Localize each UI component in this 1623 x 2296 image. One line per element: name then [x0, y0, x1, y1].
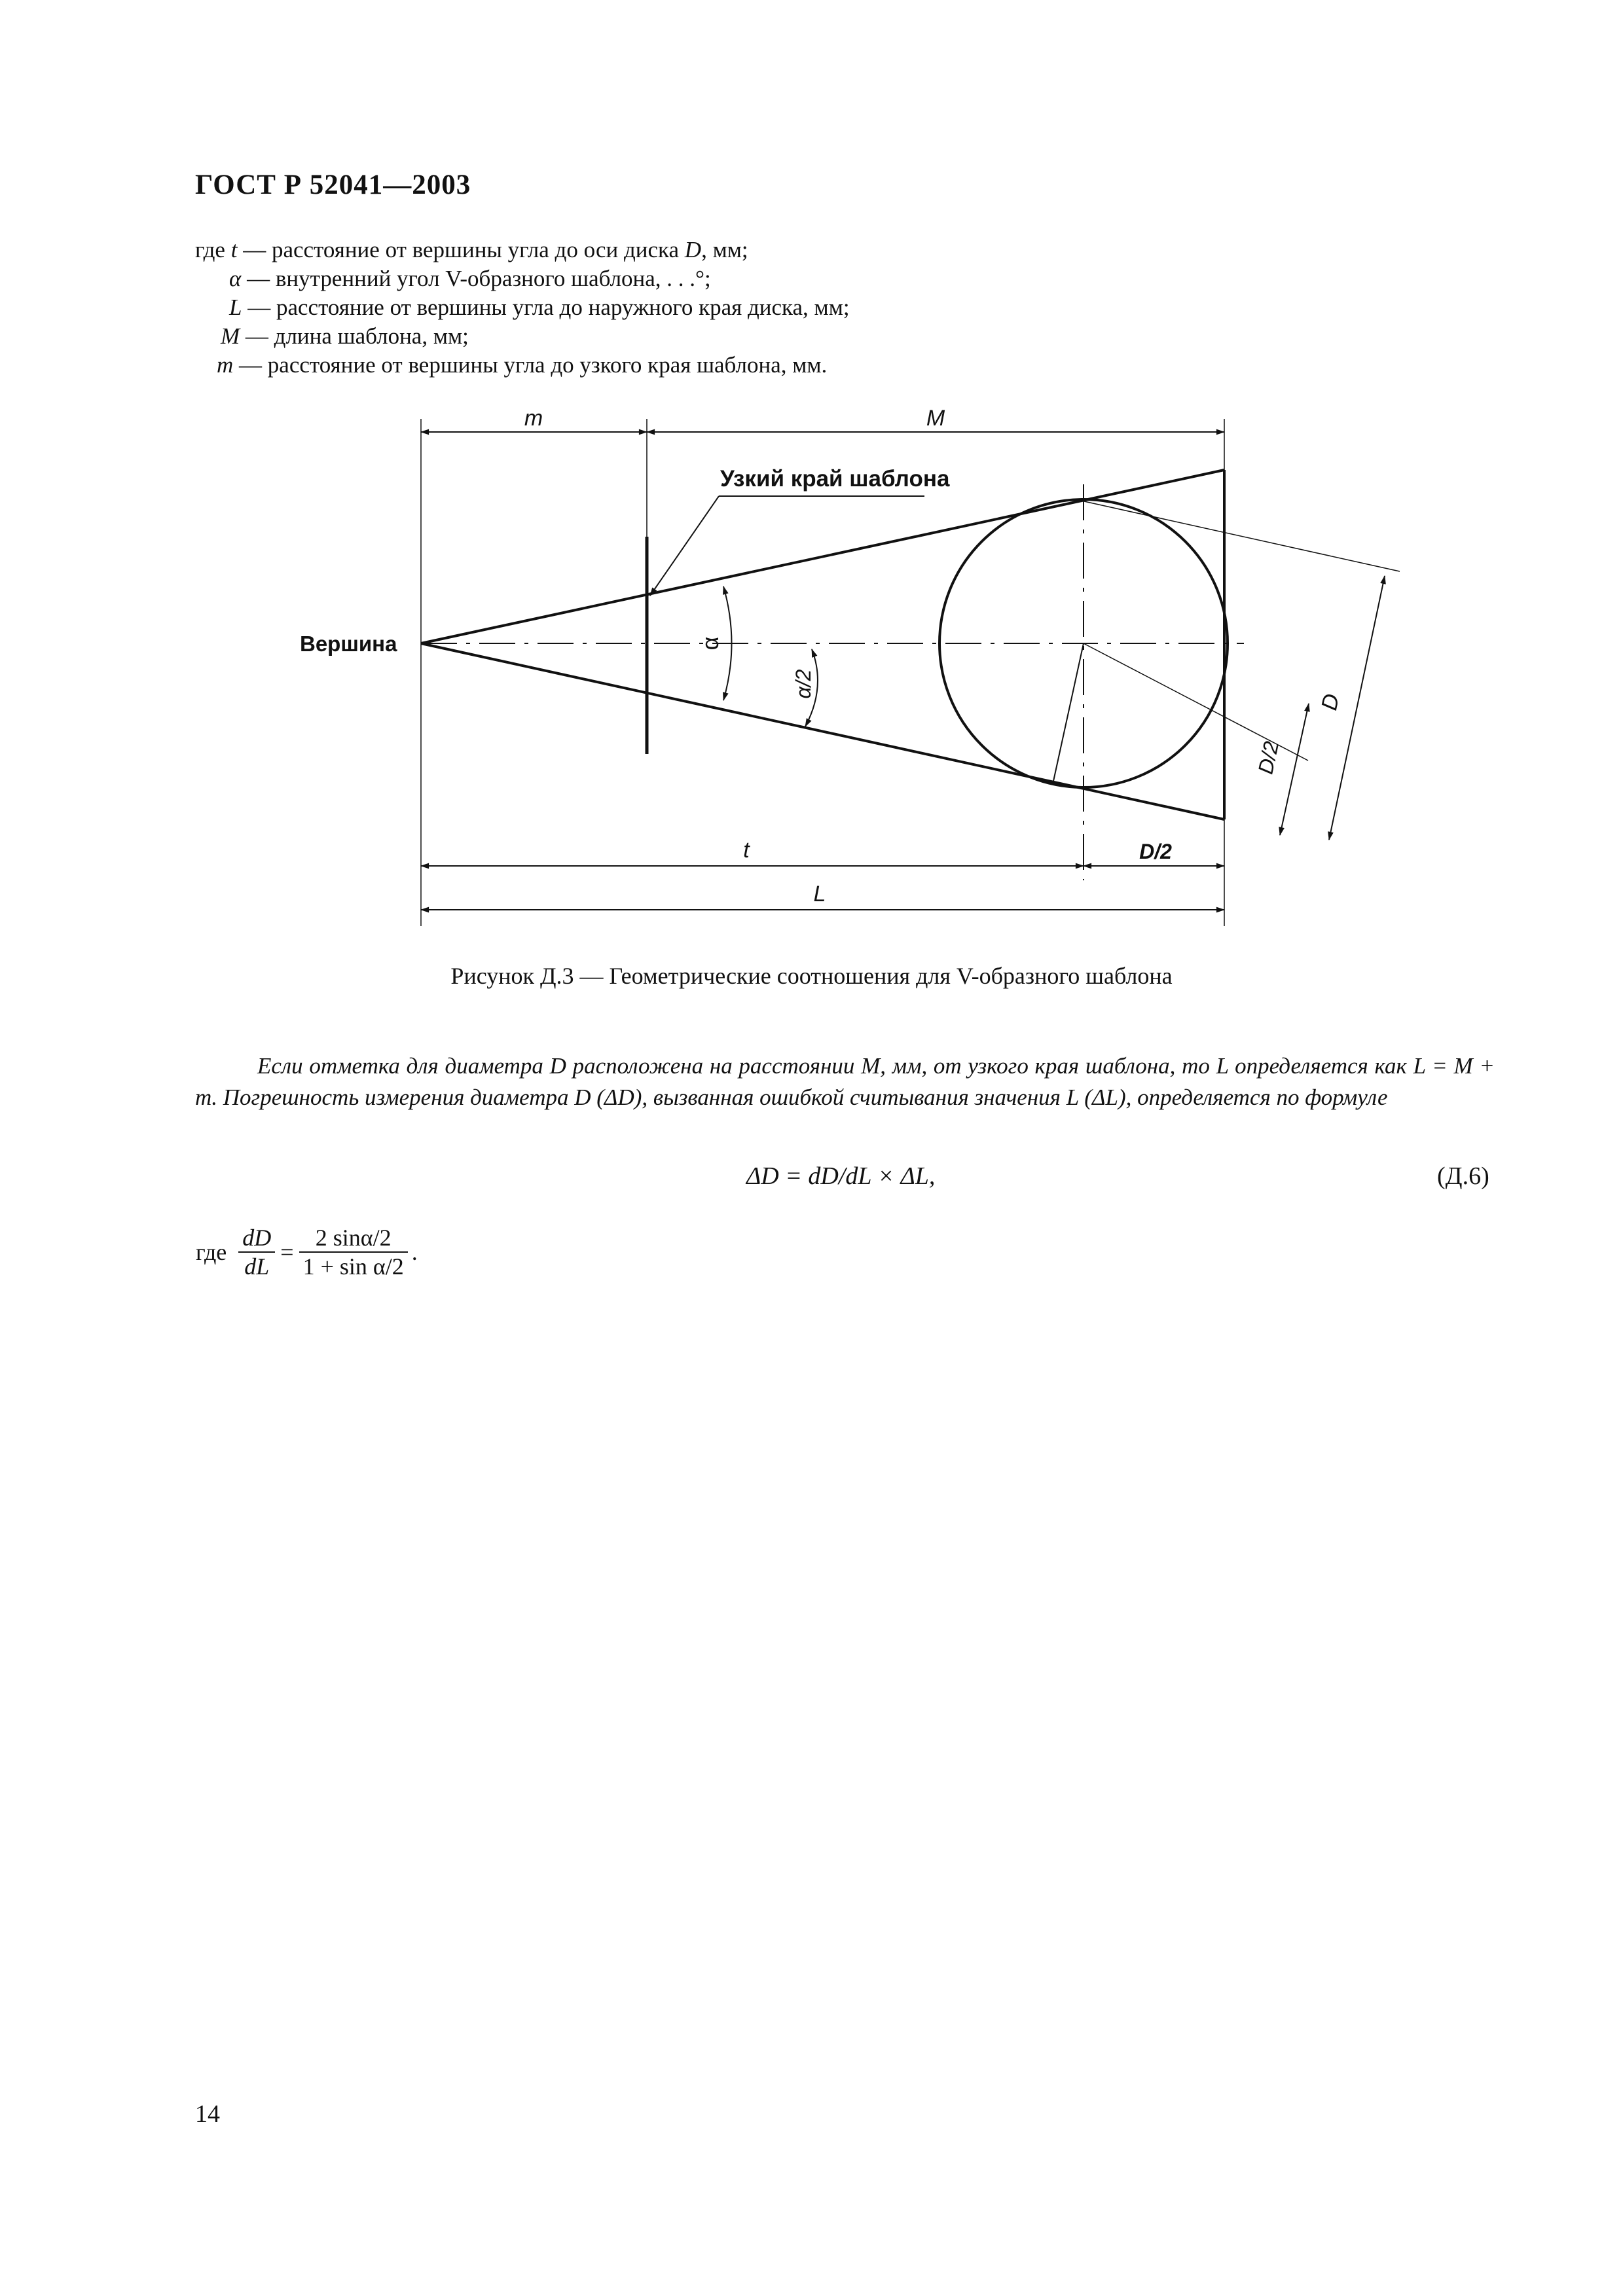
equals-sign: = [280, 1239, 294, 1265]
label-t: t [743, 838, 750, 863]
definition-ref: D [684, 237, 702, 262]
definition-symbol: t [230, 237, 238, 262]
definition-M [221, 322, 469, 351]
derivative-definition [195, 1224, 418, 1280]
label-narrow-edge: Узкий край шаблона [720, 466, 950, 492]
fraction-lhs-denominator: dL [244, 1253, 270, 1280]
label-vertex: Вершина [300, 632, 397, 656]
label-L: L [813, 882, 826, 906]
definition-text: — расстояние от вершины угла до узкого края шаблона, мм. [239, 352, 828, 378]
fraction-rhs-numerator: 2 sinα/2 [299, 1224, 408, 1252]
figure-caption: Рисунок Д.3 — Геометрические соотношения для V-образного шаблона [450, 963, 1173, 989]
definition-alpha [229, 264, 711, 293]
label-D: D [1317, 691, 1345, 713]
definition-L [229, 293, 850, 322]
radius-tangent-line [1053, 643, 1084, 784]
body-paragraph: Если отметка для диаметра D расположена на расстоянии M, мм, от узкого края шаблона, то L определяется как L = M + m. Погрешность измерения диаметра D (ΔD), вызванная ошибкой считывания значения L (ΔL), определяется по формуле [195, 1053, 1495, 1110]
label-m: m [524, 406, 543, 431]
definition-symbol: α [229, 266, 242, 291]
label-M: M [926, 406, 945, 431]
definition-tail: , мм; [701, 237, 748, 262]
label-alpha-half: α/2 [792, 669, 815, 699]
definition-text: — расстояние от вершины угла до наружного края диска, мм; [247, 295, 850, 320]
definition-symbol: L [229, 295, 242, 320]
v-template-figure [275, 393, 1453, 956]
document-header: ГОСТ Р 52041—2003 [195, 170, 471, 200]
formula-d6: ΔD = dD/dL × ΔL, [746, 1162, 936, 1190]
definitions-intro: где [195, 237, 225, 262]
diameter-extension [1084, 501, 1400, 571]
label-alpha: α [697, 636, 723, 651]
definition-text: — расстояние от вершины угла до оси диска [243, 237, 685, 262]
definition-symbol: m [217, 352, 234, 378]
label-D-half-diag: D/2 [1253, 739, 1284, 776]
definition-text: — длина шаблона, мм; [245, 323, 469, 349]
formula-number: (Д.6) [1437, 1162, 1489, 1190]
definition-text: — внутренний угол V-образного шаблона, . . .°; [247, 266, 711, 291]
fraction-rhs-denominator: 1 + sin α/2 [302, 1253, 404, 1280]
definition-t [195, 236, 748, 264]
definition-m [217, 351, 827, 380]
end-period: . [411, 1239, 418, 1265]
where-intro: где [196, 1239, 227, 1265]
fraction-lhs-numerator: dD [238, 1224, 275, 1252]
dim-D-half-line [1280, 704, 1309, 835]
definition-symbol: M [221, 323, 240, 349]
template-lower-edge [421, 643, 1224, 819]
page-number: 14 [195, 2100, 220, 2128]
label-D-half-bottom: D/2 [1139, 840, 1172, 863]
